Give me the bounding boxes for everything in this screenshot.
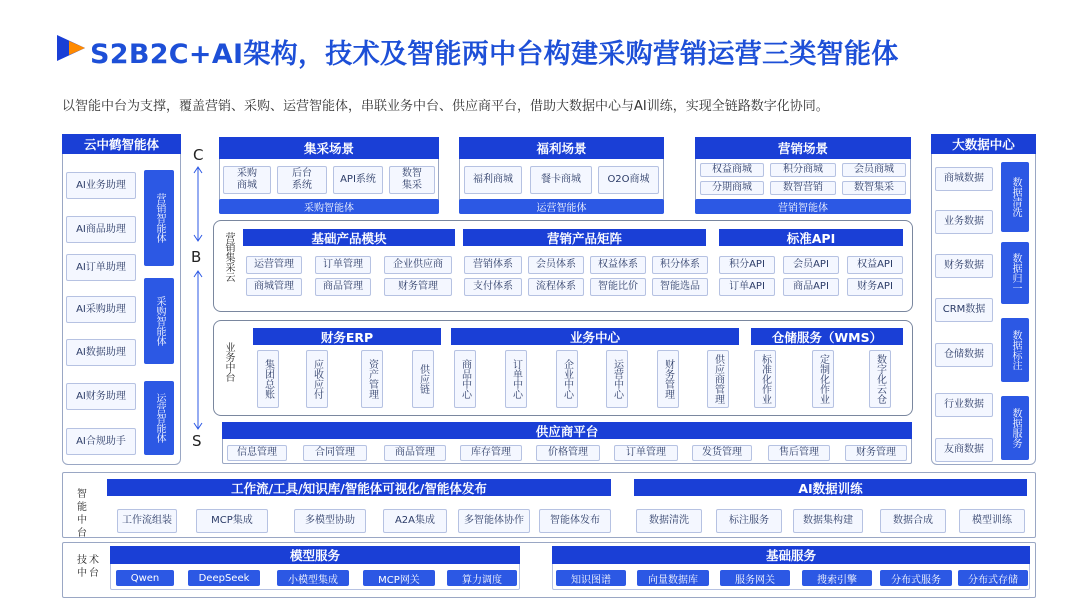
tech-box: 搜索引擎 [802,570,872,586]
module-box: 支付体系 [464,278,522,296]
supplier-box: 价格管理 [536,445,600,461]
scene-footer: 营销智能体 [695,199,911,214]
supplier-box: 售后管理 [768,445,830,461]
scene-header: 集采场景 [219,137,439,159]
scene-box: 分期商城 [700,181,764,195]
module-box: 营销体系 [464,256,522,274]
module-box: 财务管理 [657,350,679,408]
supplier-box: 信息管理 [227,445,287,461]
scene-box: API系统 [333,166,383,194]
module-box: 供应链 [412,350,434,408]
module-box: 积分体系 [652,256,708,274]
right-item: 业务数据 [935,210,993,234]
module-box: 财务API [847,278,903,296]
module-box: 订单API [719,278,775,296]
model-service-header: 模型服务 [110,546,520,564]
scene-footer: 运营智能体 [459,199,664,214]
smart-left-header: 工作流/工具/知识库/智能体可视化/智能体发布 [107,479,611,496]
module-box: 会员API [783,256,839,274]
right-data-tag: 数据服务 [1001,396,1029,460]
right-panel-header: 大数据中心 [931,134,1036,154]
right-item: 财务数据 [935,254,993,278]
logo-icon [55,33,89,63]
left-item: AI财务助理 [66,383,136,410]
module-box: 定制化作业 [812,350,834,408]
c-label: C [193,146,204,164]
module-box: 供应商管理 [707,350,729,408]
tech-box: 向量数据库 [637,570,709,586]
smart-box: 多模型协助 [294,509,366,533]
base-service-header: 基础服务 [552,546,1030,564]
module-box: 智能比价 [590,278,646,296]
tech-box: 知识图谱 [556,570,626,586]
supplier-box: 订单管理 [614,445,678,461]
smart-box: 智能体发布 [539,509,611,533]
module-box: 企业供应商 [384,256,452,274]
module-box: 订单中心 [505,350,527,408]
left-panel-header: 云中鹤智能体 [62,134,181,154]
module-box: 标准化作业 [754,350,776,408]
left-item: AI业务助理 [66,172,136,199]
right-item: 仓储数据 [935,343,993,367]
scene-box: 餐卡商城 [530,166,592,194]
right-data-tag: 数据清洗 [1001,162,1029,232]
smart-box: 多智能体协作 [458,509,530,533]
tech-box: 小模型集成 [277,570,349,586]
page-subtitle: 以智能中台为支撑，覆盖营销、采购、运营智能体，串联业务中台、供应商平台，借助大数据中心与AI训练，实现全链路数字化协同。 [62,99,829,114]
left-item: AI采购助理 [66,296,136,323]
scene-footer: 采购智能体 [219,199,439,214]
left-agent-tag: 采购智能体 [144,278,174,364]
smart-box: 工作流组装 [117,509,177,533]
left-agent-tag: 营销智能体 [144,170,174,266]
supplier-box: 财务管理 [845,445,907,461]
module-box: 智能选品 [652,278,708,296]
left-agent-tag: 运营智能体 [144,381,174,455]
right-item: 商城数据 [935,167,993,191]
tech-box: 分布式服务 [880,570,952,586]
scene-header: 营销场景 [695,137,911,159]
scene-box: 数智 集采 [389,166,435,194]
supplier-box: 合同管理 [303,445,367,461]
tech-box: MCP网关 [363,570,435,586]
marketing-cloud-label: 营销集采云 [223,232,234,282]
right-item: 行业数据 [935,393,993,417]
page-title: S2B2C+AI架构，技术及智能两中台构建采购营销运营三类智能体 [90,39,899,70]
tech-box: 算力调度 [447,570,517,586]
smart-center-label: 智能中台 [77,489,89,539]
business-center-label: 业务中台 [223,342,234,382]
smart-box: 模型训练 [959,509,1025,533]
module-box: 数字化云仓 [869,350,891,408]
module-header: 仓储服务（WMS） [751,328,903,345]
scene-box: 后台 系统 [277,166,327,194]
scene-box: 权益商城 [700,163,764,177]
tech-center-label: 技术中台 [77,555,101,579]
module-header: 标准API [719,229,903,246]
module-box: 积分API [719,256,775,274]
module-box: 商品管理 [315,278,371,296]
supplier-box: 商品管理 [384,445,446,461]
module-box: 订单管理 [315,256,371,274]
module-box: 财务管理 [384,278,452,296]
module-box: 运营中心 [606,350,628,408]
smart-box: MCP集成 [196,509,268,533]
smart-box: 数据清洗 [636,509,702,533]
left-item: AI订单助理 [66,254,136,281]
right-data-tag: 数据归一 [1001,242,1029,304]
left-item: AI商品助理 [66,216,136,243]
smart-box: 数据集构建 [793,509,863,533]
module-box: 商品中心 [454,350,476,408]
module-box: 会员体系 [528,256,584,274]
module-box: 资产管理 [361,350,383,408]
right-item: CRM数据 [935,298,993,322]
smart-box: 标注服务 [716,509,782,533]
scene-header: 福利场景 [459,137,664,159]
s-label: S [192,432,202,450]
smart-box: 数据合成 [880,509,946,533]
right-item: 友商数据 [935,438,993,462]
smart-right-header: AI数据训练 [634,479,1027,496]
smart-box: A2A集成 [383,509,447,533]
module-header: 营销产品矩阵 [463,229,706,246]
module-box: 商品API [783,278,839,296]
module-header: 基础产品模块 [243,229,455,246]
module-header: 业务中心 [451,328,739,345]
module-header: 财务ERP [253,328,441,345]
tech-box: 服务网关 [720,570,790,586]
module-box: 应收应付 [306,350,328,408]
module-box: 企业中心 [556,350,578,408]
supplier-header: 供应商平台 [222,422,912,439]
supplier-box: 发货管理 [692,445,752,461]
left-item: AI合规助手 [66,428,136,455]
module-box: 运营管理 [246,256,302,274]
tech-box: DeepSeek [188,570,260,586]
module-box: 集团总账 [257,350,279,408]
scene-box: 采购 商城 [223,166,271,194]
cbs-arrows-icon [190,166,206,432]
module-box: 流程体系 [528,278,584,296]
scene-box: 会员商城 [842,163,906,177]
b-label: B [191,248,202,266]
left-item: AI数据助理 [66,339,136,366]
scene-box: 数智营销 [770,181,836,195]
module-box: 权益API [847,256,903,274]
tech-box: 分布式存储 [958,570,1028,586]
scene-box: 数智集采 [842,181,906,195]
module-box: 商城管理 [246,278,302,296]
right-data-tag: 数据标注 [1001,318,1029,382]
scene-box: 福利商城 [464,166,522,194]
scene-box: O2O商城 [598,166,659,194]
module-box: 权益体系 [590,256,646,274]
supplier-box: 库存管理 [460,445,522,461]
tech-box: Qwen [116,570,174,586]
scene-box: 积分商城 [770,163,836,177]
